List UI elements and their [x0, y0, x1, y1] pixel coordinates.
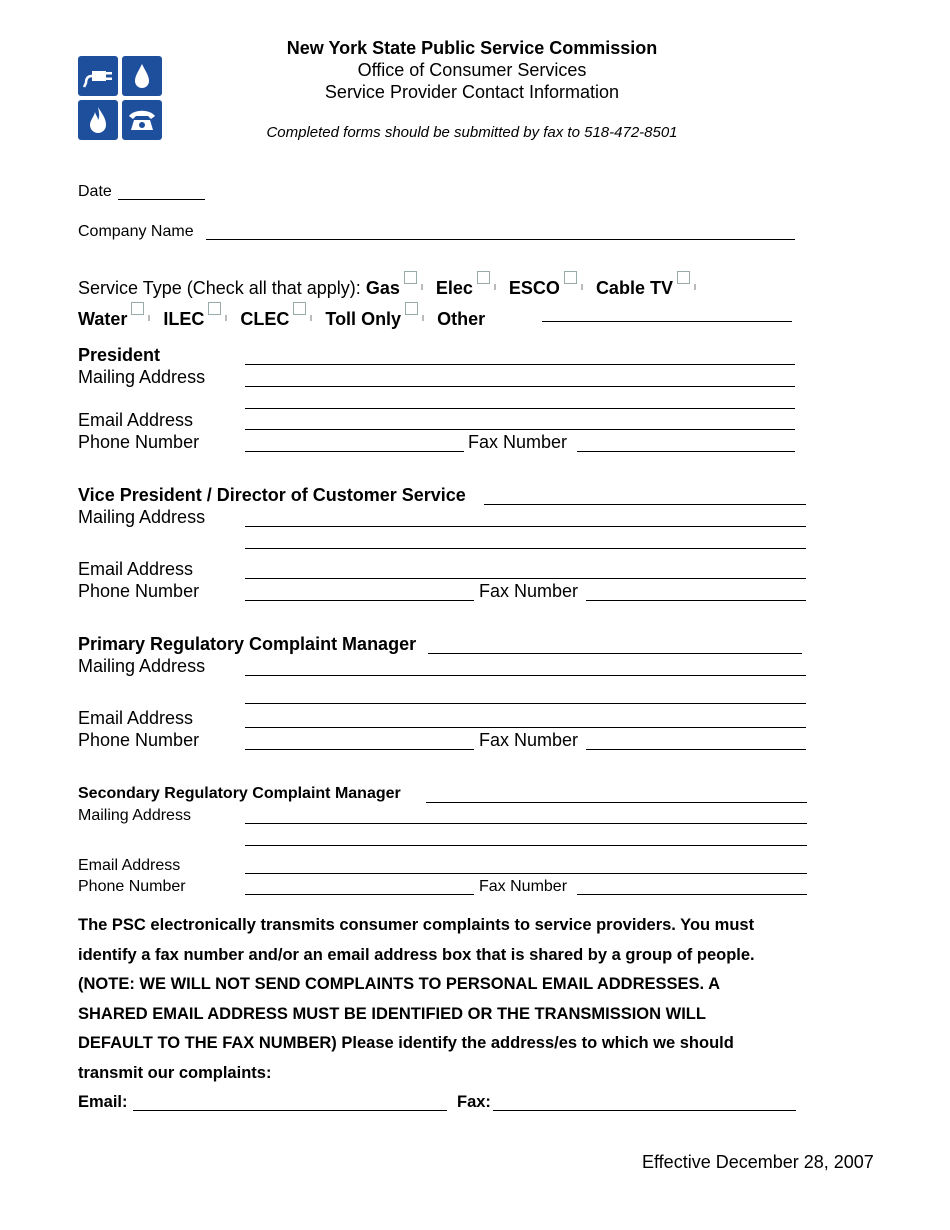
- service-type-row-2: [78, 302, 485, 330]
- secondary-mailing-line-2[interactable]: [245, 845, 807, 846]
- primary-fax-line[interactable]: [586, 749, 806, 750]
- primary-mailing-line-2[interactable]: [245, 703, 806, 704]
- vp-email-label: Email Address: [78, 559, 194, 579]
- transmit-email-label: Email:: [78, 1093, 128, 1111]
- primary-mailing-label: Mailing Address: [78, 656, 206, 676]
- telephone-icon: [122, 100, 162, 140]
- notice-line: The PSC electronically transmits consumer complaints to service providers. You must: [78, 916, 755, 934]
- secondary-phone-label: Phone Number: [78, 878, 186, 895]
- date-label: Date: [78, 183, 112, 200]
- elec-checkbox[interactable]: [477, 271, 490, 284]
- company-name-input-line[interactable]: [206, 239, 795, 240]
- president-phone-line[interactable]: [245, 451, 464, 452]
- president-fax-label: Fax Number: [468, 432, 568, 452]
- flame-icon: [78, 100, 118, 140]
- esco-checkbox[interactable]: [564, 271, 577, 284]
- notice-line: identify a fax number and/or an email address box that is shared by a group of people.: [78, 945, 755, 964]
- service-gas-label: Gas: [365, 278, 400, 298]
- water-drop-icon: [122, 56, 162, 96]
- secondary-fax-label: Fax Number: [479, 878, 568, 895]
- cable-tv-checkbox[interactable]: [677, 271, 690, 284]
- vp-phone-line[interactable]: [245, 600, 474, 601]
- president-name-line[interactable]: [245, 364, 795, 365]
- transmit-fax-line[interactable]: [493, 1110, 796, 1111]
- ilec-checkbox[interactable]: [208, 302, 221, 315]
- president-email-label: Email Address: [78, 410, 194, 430]
- secondary-email-line[interactable]: [245, 873, 807, 874]
- office-name: Office of Consumer Services: [357, 60, 587, 80]
- primary-phone-label: Phone Number: [78, 730, 200, 750]
- president-mailing-line-2[interactable]: [245, 408, 795, 409]
- service-esco-label: ESCO: [508, 278, 560, 298]
- vp-mailing-label: Mailing Address: [78, 507, 206, 527]
- service-type-label: Service Type (Check all that apply):: [78, 278, 361, 298]
- vp-phone-label: Phone Number: [78, 581, 200, 601]
- gas-checkbox[interactable]: [404, 271, 417, 284]
- president-mailing-label: Mailing Address: [78, 367, 206, 387]
- date-input-line[interactable]: [118, 199, 205, 200]
- company-name-label: Company Name: [78, 223, 194, 240]
- water-checkbox[interactable]: [131, 302, 144, 315]
- clec-checkbox[interactable]: [293, 302, 306, 315]
- president-heading: President: [78, 345, 161, 365]
- agency-name: New York State Public Service Commission: [286, 38, 658, 58]
- effective-date: Effective December 28, 2007: [642, 1152, 874, 1172]
- secondary-mailing-line-1[interactable]: [245, 823, 807, 824]
- notice-line: DEFAULT TO THE FAX NUMBER) Please identify the address/es to which we should: [78, 1034, 734, 1052]
- plug-icon: [78, 56, 118, 96]
- service-type-row-1: [78, 271, 704, 299]
- complaint-notice: [78, 911, 818, 1088]
- service-elec-label: Elec: [435, 278, 473, 298]
- service-clec-label: CLEC: [240, 309, 290, 329]
- president-mailing-line-1[interactable]: [245, 386, 795, 387]
- vp-fax-line[interactable]: [586, 600, 806, 601]
- secondary-fax-line[interactable]: [577, 894, 807, 895]
- primary-phone-line[interactable]: [245, 749, 474, 750]
- vp-fax-label: Fax Number: [479, 581, 579, 601]
- secondary-mailing-label: Mailing Address: [78, 807, 191, 824]
- service-cable-tv-label: Cable TV: [595, 278, 673, 298]
- service-ilec-label: ILEC: [163, 309, 205, 329]
- form-title: Service Provider Contact Information: [324, 82, 620, 102]
- vice-president-name-line[interactable]: [484, 504, 806, 505]
- service-water-label: Water: [78, 309, 128, 329]
- president-fax-line[interactable]: [577, 451, 795, 452]
- other-input-line[interactable]: [542, 321, 792, 322]
- secondary-manager-name-line[interactable]: [426, 802, 807, 803]
- primary-email-line[interactable]: [245, 727, 806, 728]
- service-toll-only-label: Toll Only: [325, 309, 402, 329]
- transmit-email-line[interactable]: [133, 1110, 447, 1111]
- toll-only-checkbox[interactable]: [405, 302, 418, 315]
- secondary-phone-line[interactable]: [245, 894, 474, 895]
- vice-president-heading: Vice President / Director of Customer Service: [78, 485, 466, 505]
- service-other-label: Other: [437, 309, 486, 329]
- primary-manager-name-line[interactable]: [428, 653, 802, 654]
- president-email-line[interactable]: [245, 429, 795, 430]
- secondary-manager-heading: Secondary Regulatory Complaint Manager: [78, 785, 401, 802]
- primary-email-label: Email Address: [78, 708, 194, 728]
- vp-mailing-line-2[interactable]: [245, 548, 806, 549]
- vp-mailing-line-1[interactable]: [245, 526, 806, 527]
- notice-line: (NOTE: WE WILL NOT SEND COMPLAINTS TO PERSONAL EMAIL ADDRESSES. A: [78, 975, 721, 993]
- psc-logo: [78, 56, 162, 140]
- vp-email-line[interactable]: [245, 578, 806, 579]
- transmit-fax-label: Fax:: [457, 1093, 491, 1111]
- primary-fax-label: Fax Number: [479, 730, 579, 750]
- notice-line: SHARED EMAIL ADDRESS MUST BE IDENTIFIED OR THE TRANSMISSION WILL: [78, 1004, 706, 1023]
- primary-mailing-line-1[interactable]: [245, 675, 806, 676]
- president-phone-label: Phone Number: [78, 432, 200, 452]
- fax-instruction: Completed forms should be submitted by fax to 518-472-8501: [266, 124, 678, 141]
- primary-manager-heading: Primary Regulatory Complaint Manager: [78, 634, 417, 654]
- secondary-email-label: Email Address: [78, 857, 181, 874]
- notice-line: transmit our complaints:: [78, 1063, 272, 1082]
